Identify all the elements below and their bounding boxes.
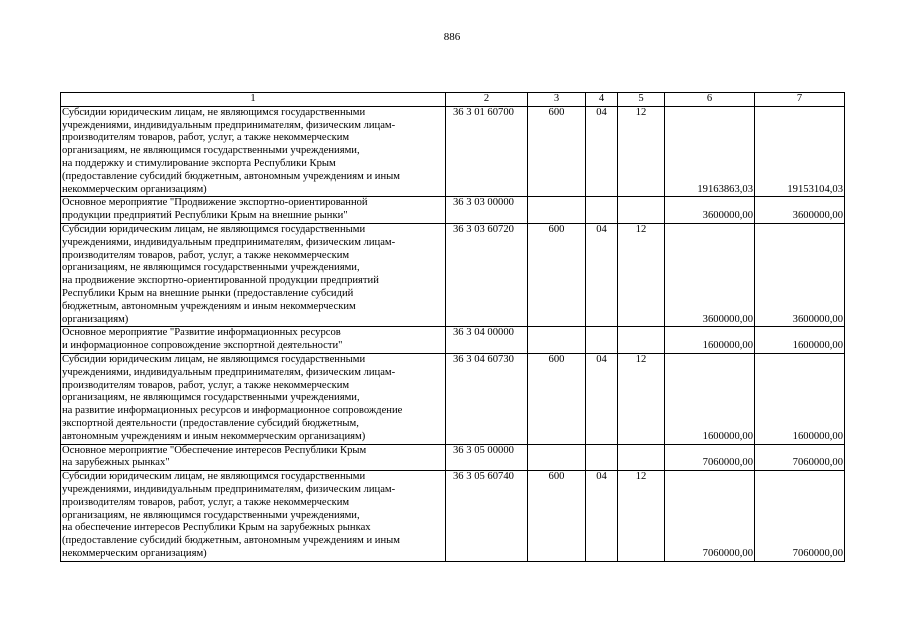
row-amount-col6-cell: 3600000,00	[665, 223, 755, 326]
table-row	[61, 223, 845, 326]
row-section-cell: 04	[586, 106, 618, 197]
row-expense-type-cell	[528, 327, 586, 354]
row-name-cell: Субсидии юридическим лицам, не являющимся государственными учреждениями, индивидуальным предпринимателям, физическим лицам- производителям товаров, работ, услуг, а также некоммерческим организациям, не являющимся государственными учреждениями, на продвижение экспортно-ориентированной продукции предприятий Республики Крым на внешние рынки (предоставление субсидий бюджетным, автономным учреждениям и иным некоммерческим организациям)	[61, 223, 446, 326]
header-cell: 2	[446, 93, 528, 107]
row-target-article-cell: 36 3 03 00000	[446, 197, 528, 224]
row-amount-col6-cell: 1600000,00	[665, 353, 755, 444]
row-expense-type-cell: 600	[528, 353, 586, 444]
row-name-cell: Основное мероприятие "Продвижение экспортно-ориентированной продукции предприятий Республики Крым на внешние рынки"	[61, 197, 446, 224]
row-amount-col6-cell: 1600000,00	[665, 327, 755, 354]
row-amount-col7-cell: 7060000,00	[755, 444, 845, 471]
row-section-cell: 04	[586, 223, 618, 326]
row-amount-col7-cell: 1600000,00	[755, 327, 845, 354]
row-name-cell: Основное мероприятие "Обеспечение интересов Республики Крым на зарубежных рынках"	[61, 444, 446, 471]
table-row	[61, 197, 845, 224]
row-subsection-cell: 12	[618, 223, 665, 326]
header-cell: 5	[618, 93, 665, 107]
row-target-article-cell: 36 3 01 60700	[446, 106, 528, 197]
row-name-cell: Субсидии юридическим лицам, не являющимся государственными учреждениями, индивидуальным предпринимателям, физическим лицам- производителям товаров, работ, услуг, а также некоммерческим организациям, не являющимся государственными учреждениями, на развитие информационных ресурсов и информационное сопровождение экспортной деятельности (предоставление субсидий бюджетным, автономным учреждениям и иным некоммерческим организациям)	[61, 353, 446, 444]
row-target-article-cell: 36 3 05 60740	[446, 471, 528, 562]
row-subsection-cell	[618, 444, 665, 471]
row-amount-col7-cell: 3600000,00	[755, 223, 845, 326]
table-row	[61, 444, 845, 471]
row-name-cell: Субсидии юридическим лицам, не являющимся государственными учреждениями, индивидуальным предпринимателям, физическим лицам- производителям товаров, работ, услуг, а также некоммерческим организациям, не являющимся государственными учреждениями, на обеспечение интересов Республики Крым на зарубежных рынках (предоставление субсидий бюджетным, автономным учреждениям и иным некоммерческим организациям)	[61, 471, 446, 562]
row-amount-col6-cell: 7060000,00	[665, 444, 755, 471]
row-target-article-cell: 36 3 05 00000	[446, 444, 528, 471]
row-amount-col7-cell: 19153104,03	[755, 106, 845, 197]
row-amount-col6-cell: 3600000,00	[665, 197, 755, 224]
row-amount-col7-cell: 7060000,00	[755, 471, 845, 562]
table-row	[61, 471, 845, 562]
row-target-article-cell: 36 3 04 00000	[446, 327, 528, 354]
row-section-cell	[586, 444, 618, 471]
row-name-cell: Субсидии юридическим лицам, не являющимся государственными учреждениями, индивидуальным предпринимателям, физическим лицам- производителям товаров, работ, услуг, а также некоммерческим организациям, не являющимся государственными учреждениями, на поддержку и стимулирование экспорта Республики Крым (предоставление субсидий бюджетным, автономным учреждениям и иным некоммерческим организациям)	[61, 106, 446, 197]
row-section-cell	[586, 197, 618, 224]
row-subsection-cell: 12	[618, 471, 665, 562]
header-cell: 6	[665, 93, 755, 107]
table-row	[61, 353, 845, 444]
row-section-cell: 04	[586, 353, 618, 444]
row-target-article-cell: 36 3 03 60720	[446, 223, 528, 326]
row-expense-type-cell: 600	[528, 471, 586, 562]
row-expense-type-cell: 600	[528, 106, 586, 197]
row-amount-col7-cell: 1600000,00	[755, 353, 845, 444]
header-cell: 7	[755, 93, 845, 107]
table-row	[61, 106, 845, 197]
budget-table	[60, 92, 845, 562]
table-row	[61, 327, 845, 354]
row-amount-col7-cell: 3600000,00	[755, 197, 845, 224]
row-subsection-cell	[618, 197, 665, 224]
header-cell: 3	[528, 93, 586, 107]
row-expense-type-cell	[528, 444, 586, 471]
row-amount-col6-cell: 7060000,00	[665, 471, 755, 562]
row-subsection-cell: 12	[618, 106, 665, 197]
row-amount-col6-cell: 19163863,03	[665, 106, 755, 197]
header-cell: 4	[586, 93, 618, 107]
table-header-row	[61, 93, 845, 107]
row-expense-type-cell: 600	[528, 223, 586, 326]
row-section-cell: 04	[586, 471, 618, 562]
row-name-cell: Основное мероприятие "Развитие информационных ресурсов и информационное сопровождение экспортной деятельности"	[61, 327, 446, 354]
row-subsection-cell: 12	[618, 353, 665, 444]
row-target-article-cell: 36 3 04 60730	[446, 353, 528, 444]
header-cell: 1	[61, 93, 446, 107]
row-section-cell	[586, 327, 618, 354]
row-subsection-cell	[618, 327, 665, 354]
row-expense-type-cell	[528, 197, 586, 224]
page-number: 886	[443, 31, 461, 43]
